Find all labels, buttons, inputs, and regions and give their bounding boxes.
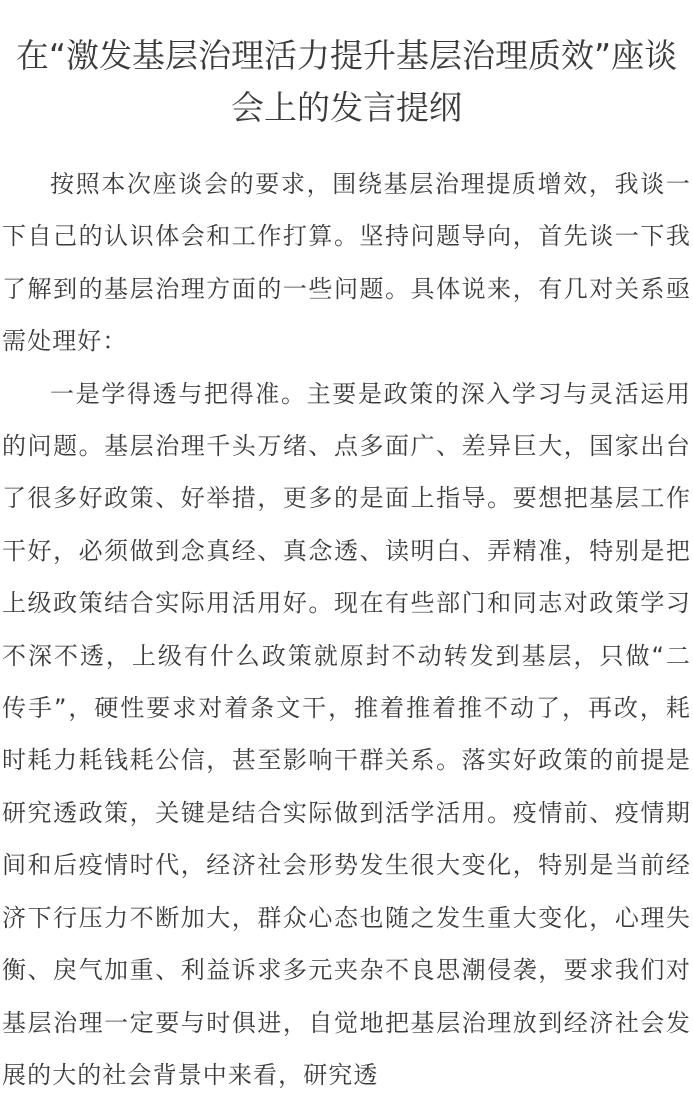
paragraph-point-one: 一是学得透与把得准。主要是政策的深入学习与灵活运用的问题。基层治理千头万绪、点多面广、差异巨大，国家出台了很多好政策、好举措，更多的是面上指导。要想把基层工作干好，必须做到念真经、真念透、读明白、弄精准，特别是把上级政策结合实际用活用好。现在有些部门和同志对政策学习不深不透，上级有什么政策就原封不动转发到基层，只做“二传手”，硬性要求对着条文干，推着推着推不动了，再改，耗时耗力耗钱耗公信，甚至影响干群关系。落实好政策的前提是研究透政策，关键是结合实际做到活学活用。疫情前、疫情期间和后疫情时代，经济社会形势发生很大变化，特别是当前经济下行压力不断加大，群众心态也随之发生重大变化，心理失衡、戾气加重、利益诉求多元夹杂不良思潮侵袭，要求我们对基层治理一定要与时俱进，自觉地把基层治理放到经济社会发展的大的社会背景中来看，研究透 (2, 379, 691, 1089)
document-body (2, 158, 691, 1097)
paragraph-intro: 按照本次座谈会的要求，围绕基层治理提质增效，我谈一下自己的认识体会和工作打算。坚持问题导向，首先谈一下我了解到的基层治理方面的一些问题。具体说来，有几对关系亟需处理好： (2, 170, 691, 356)
document-title: 在“激发基层治理活力提升基层治理质效”座谈会上的发言提纲 (15, 36, 678, 127)
